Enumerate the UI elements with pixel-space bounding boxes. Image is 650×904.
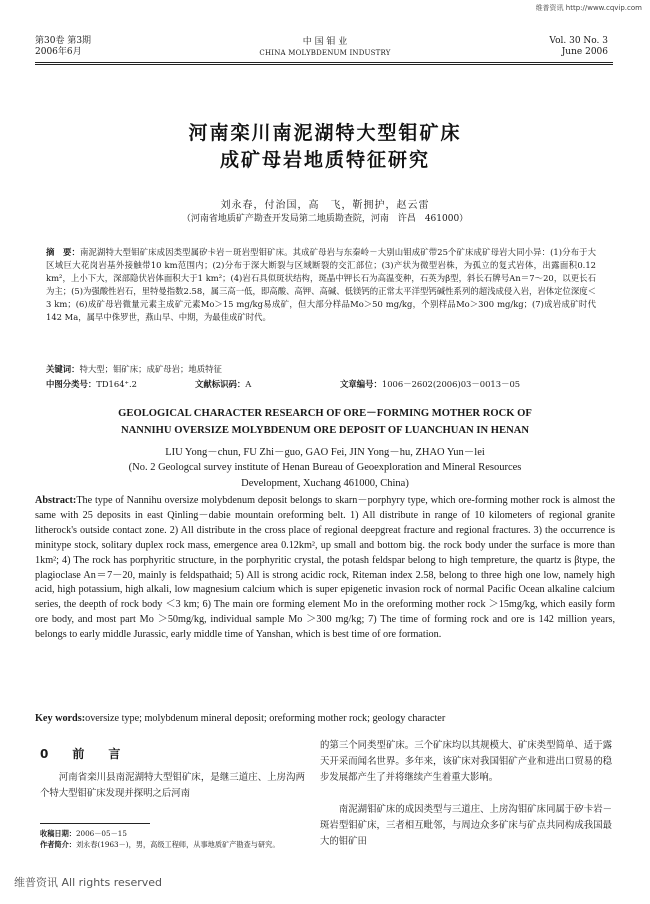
clc-value: TD164⁺.2: [96, 379, 137, 389]
authors-en: LIU Yong－chun, FU Zhi－guo, GAO Fei, JIN Yong－hu, ZHAO Yun－lei: [165, 447, 485, 458]
keywords-cn: [46, 363, 222, 375]
clc-number: [46, 378, 137, 390]
doc-code-label: 文献标识码：: [195, 379, 246, 389]
abstract-en-label: Abstract:: [35, 495, 77, 506]
keywords-en: [35, 713, 445, 724]
received-label: 收稿日期：: [40, 829, 76, 838]
article-number-value: 1006－2602(2006)03－0013－05: [381, 379, 521, 389]
doc-code: [195, 378, 251, 390]
title-cn-line2: 成矿母岩地质特征研究: [219, 149, 430, 171]
journal-name-cn: 中 国 钼 业: [302, 37, 348, 47]
header-date-en: June 2006: [561, 47, 608, 57]
footnote-received: [40, 828, 310, 839]
clc-label: 中图分类号：: [46, 379, 97, 389]
abstract-en-text: The type of Nannihu oversize molybdenum deposit belongs to skarn－porphyry type, which ore-forming mother rock is almost the same with 25 deposits in east Qinling－dabie mountain oreforming belt. 1) All distribute in range of 10 kilometers of regional granite litherock's outside contact zone. 2) All distribute in the cross place of regional deepgreat fracture and regional fractures. 3) the occurrence is minitype stock, solitary duplex rock mass, emergence area 0.12km², up small and bottom big. the rock body under the surface is more than 1km²; 4) The rock has porphyritic structure, in the porphyritic crystal, the potash feldspar belong to high tempreture, the quartz is βtype, the plagioclase An＝7－20, mainly is feldspathaid; 5) All is strong acidic rock, Riteman index 2.58, belong to three high one low, namely high acid, high potassium, high alkali, low magnesium calcium which is super epigenetic invasion rock of normal Pacific Ocean alkaline calcium series, the deepth of rock body ＜3 km; 6) The main ore forming element Mo in the oreforming mother rock ＞15mg/kg, which easily form ore body, and most part Mo ＞50mg/kg, individual sample Mo ＞300 mg/kg; 7) The time of forming rock and ore is 142 million years, belongs to early middle Jurassic, early middle time of Yanshan, which is best time of ore formation.: [35, 495, 615, 641]
abstract-cn-label: 摘 要：: [46, 247, 81, 257]
doc-code-value: A: [245, 379, 252, 389]
footnote-rule: [40, 823, 150, 824]
footnote-author: [40, 839, 310, 850]
received-value: 2006－05－15: [75, 829, 127, 838]
title-en-line2: NANNIHU OVERSIZE MOLYBDENUM ORE DEPOSIT OF LUANCHUAN IN HENAN: [120, 425, 530, 436]
header-date-cn: 2006年6月: [35, 47, 82, 57]
authors-cn: 刘永春，付治国，高 飞，靳拥护，赵云雷: [220, 200, 430, 211]
title-en-line1: GEOLOGICAL CHARACTER RESEARCH OF ORE－FORMING MOTHER ROCK OF: [118, 408, 532, 419]
header-rule: [35, 62, 613, 63]
affiliation-en-line2: Development, Xuchang 461000, China): [241, 478, 409, 489]
footnote: [40, 828, 310, 850]
keywords-en-text: oversize type; molybdenum mineral deposit; oreforming mother rock; geology character: [85, 713, 446, 724]
affiliation-cn: （河南省地质矿产勘查开发局第二地质勘查院，河南 许昌 461000）: [181, 214, 469, 224]
header-right: [549, 36, 608, 58]
journal-name-en: CHINA MOLYBDENUM INDUSTRY: [259, 49, 391, 57]
keywords-en-label: Key words:: [35, 713, 86, 724]
section-heading: 0 前 言: [40, 747, 127, 761]
keywords-cn-text: 特大型；钼矿床；成矿母岩；地质特征: [79, 364, 222, 374]
body-left-column: 河南省栾川县南泥湖特大型钼矿床，是继三道庄、上房沟两个特大型钼矿床发现并探明之后河南: [40, 772, 305, 799]
article-number-label: 文章编号：: [340, 379, 382, 389]
abstract-en: [35, 494, 615, 643]
header-volume: 第30卷 第3期: [35, 36, 92, 46]
author-bio-value: 刘永春(1963－)，男，高级工程师，从事地质矿产勘查与研究。: [75, 840, 280, 849]
header-vol-en: Vol. 30 No. 3: [549, 36, 608, 46]
title-cn-line1: 河南栾川南泥湖特大型钼矿床: [188, 122, 462, 144]
watermark-top: 维普资讯 http://www.cqvip.com: [535, 4, 642, 12]
article-number: [340, 378, 520, 390]
header-rule-thin: [35, 64, 613, 65]
body-right-para2: 南泥湖钼矿床的成因类型与三道庄、上房沟钼矿床同属于矽卡岩－斑岩型钼矿床，三者相互毗邻，与周边众多矿床与矿点共同构成我国最大的钼矿田: [320, 804, 612, 847]
body-right-para1: 的第三个同类型矿床。三个矿床均以其规模大、矿床类型简单、适于露天开采而闻名世界。多年来，该矿床对我国钼矿产业和进出口贸易的稳步发展都产生了并将继续产生着重大影响。: [320, 740, 612, 783]
affiliation-en-line1: (No. 2 Geologcal survey institute of Henan Bureau of Geoexploration and Mineral Resources: [128, 462, 522, 473]
abstract-cn-text: 南泥湖特大型钼矿床成因类型属矽卡岩－斑岩型钼矿床。其成矿母岩与东秦岭－大别山钼成矿带25个矿床成矿母岩大同小异：(1)分布于大区域巨大花岗岩基外接触带10 km范围内；(2)分布于深大断裂与区域断裂的交汇部位；(3)产状为微型岩株，为孤立的复式岩体，出露面积0.12 km²，上小下大，深部隐伏岩体面积大于1 km²；(4)岩石具似斑状结构，斑晶中钾长石为高温变种，石英为β型，斜长石牌号An＝7～20，以更长石为主；(5)为强酸性岩石，里特曼指数2.58，属三高一低，即高酸、高钾、高碱、低镁钙的正常太平洋型钙碱性系列的超浅成侵入岩，岩体定位深度＜3 km；(6)成矿母岩微量元素主成矿元素Mo＞15 mg/kg易成矿，但大部分样品Mo＞50 mg/kg，个别样品Mo＞300 mg/kg；(7)成岩成矿时代142 Ma，属早中侏罗世，燕山早、中期，为最佳成矿时代。: [46, 247, 596, 323]
watermark-bottom: 维普资讯 All rights reserved: [14, 876, 163, 889]
abstract-cn: [46, 246, 596, 325]
keywords-cn-label: 关键词：: [46, 364, 80, 374]
author-bio-label: 作者简介：: [40, 840, 76, 849]
